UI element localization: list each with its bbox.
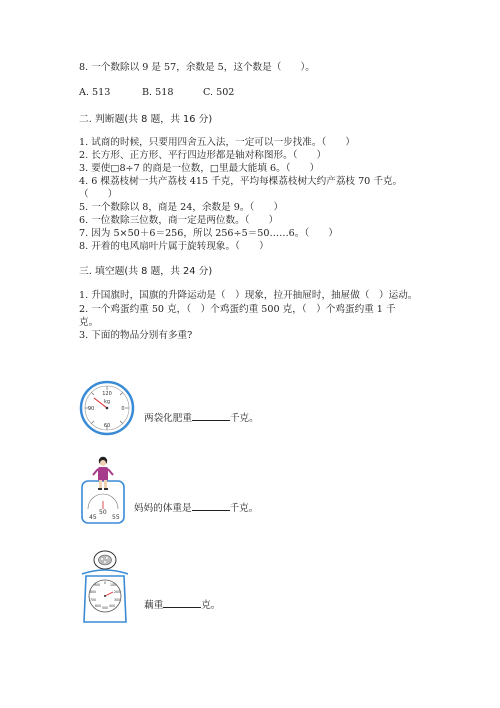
judge-item-3: 3. 要使□8÷7 的商是一位数，□里最大能填 6。（ ）	[79, 163, 320, 174]
scale-1-caption	[144, 410, 259, 424]
scale-1-caption-before: 两袋化肥重	[144, 413, 192, 424]
option-a: A. 513	[79, 87, 111, 98]
judge-item-5: 5. 一个数除以 8，商是 24，余数是 9。（ ）	[79, 202, 284, 213]
option-b: B. 518	[142, 87, 174, 98]
bathroom-tick-55: 55	[112, 514, 120, 521]
dial-tick-90: 90	[87, 406, 95, 412]
fill-item-2: 2. 一个鸡蛋约重 50 克，（ ）个鸡蛋约重 500 克，（ ）个鸡蛋约重 1 千	[79, 304, 396, 315]
judge-item-4: 4. 6 棵荔枝树一共产荔枝 415 千克，平均每棵荔枝树大约产荔枝 70 千克。	[79, 176, 403, 187]
judge-item-4-paren: （ ）	[79, 189, 118, 200]
fill-item-1: 1. 升国旗时，国旗的升降运动是（ ）现象，拉开抽屉时，抽屉做（ ）运动。	[79, 290, 418, 301]
kitchen-tick-300: 300	[113, 598, 121, 602]
kitchen-tick-0: 0	[103, 581, 107, 585]
dial-tick-60: 60	[103, 423, 111, 429]
scale-3-caption-after: 克。	[201, 600, 221, 611]
scale-2-caption-before: 妈妈的体重是	[134, 503, 192, 514]
kitchen-tick-200: 200	[113, 590, 121, 594]
kitchen-tick-400: 400	[108, 604, 116, 608]
scale-1-caption-after: 千克。	[229, 413, 259, 424]
scale-2-caption	[134, 500, 258, 514]
kitchen-tick-700: 700	[89, 598, 97, 602]
judge-item-8: 8. 开着的电风扇叶片属于旋转现象。（ ）	[79, 241, 269, 252]
kitchen-tick-100: 100	[109, 583, 117, 587]
question-8-stem: 8. 一个数除以 9 是 57，余数是 5，这个数是（ ）。	[79, 62, 315, 73]
fill-item-3: 3. 下面的物品分别有多重?	[79, 330, 193, 341]
kitchen-tick-600: 600	[94, 604, 102, 608]
dial-unit-kg: kg	[103, 399, 111, 405]
scale-1-answer-blank[interactable]	[192, 411, 230, 421]
dial-scale-kg-figure	[79, 380, 135, 436]
judge-item-2: 2. 长方形、正方形、平行四边形都是轴对称图形。（ ）	[79, 150, 327, 161]
scale-2-caption-after: 千克。	[229, 503, 259, 514]
scale-3-answer-blank[interactable]	[163, 598, 201, 608]
dial-tick-120: 120	[102, 391, 112, 397]
section-3-title: 三. 填空题(共 8 题，共 24 分)	[79, 266, 213, 277]
judge-item-1: 1. 试商的时候，只要用四舍五入法，一定可以一步找准。（ ）	[79, 137, 356, 148]
mother-on-scale-figure	[80, 455, 126, 525]
bathroom-tick-50: 50	[99, 509, 107, 516]
judge-item-7: 7. 因为 5×50＋6＝256，所以 256÷5＝50……6。（ ）	[79, 228, 338, 239]
kitchen-tick-900: 900	[93, 583, 101, 587]
scale-2-answer-blank[interactable]	[192, 501, 230, 511]
scale-3-caption-before: 藕重	[144, 600, 164, 611]
lotus-root-scale-figure	[76, 548, 134, 626]
kitchen-tick-800: 800	[89, 590, 97, 594]
fill-item-2-cont: 克。	[79, 317, 99, 328]
scale-3-caption	[144, 597, 220, 611]
judge-item-6: 6. 一位数除三位数，商一定是两位数。（ ）	[79, 215, 279, 226]
dial-tick-0: 0	[121, 406, 125, 412]
section-2-title: 二. 判断题(共 8 题，共 16 分)	[79, 114, 213, 125]
bathroom-tick-45: 45	[89, 514, 97, 521]
option-c: C. 502	[203, 87, 235, 98]
kitchen-tick-500: 500	[101, 606, 109, 610]
